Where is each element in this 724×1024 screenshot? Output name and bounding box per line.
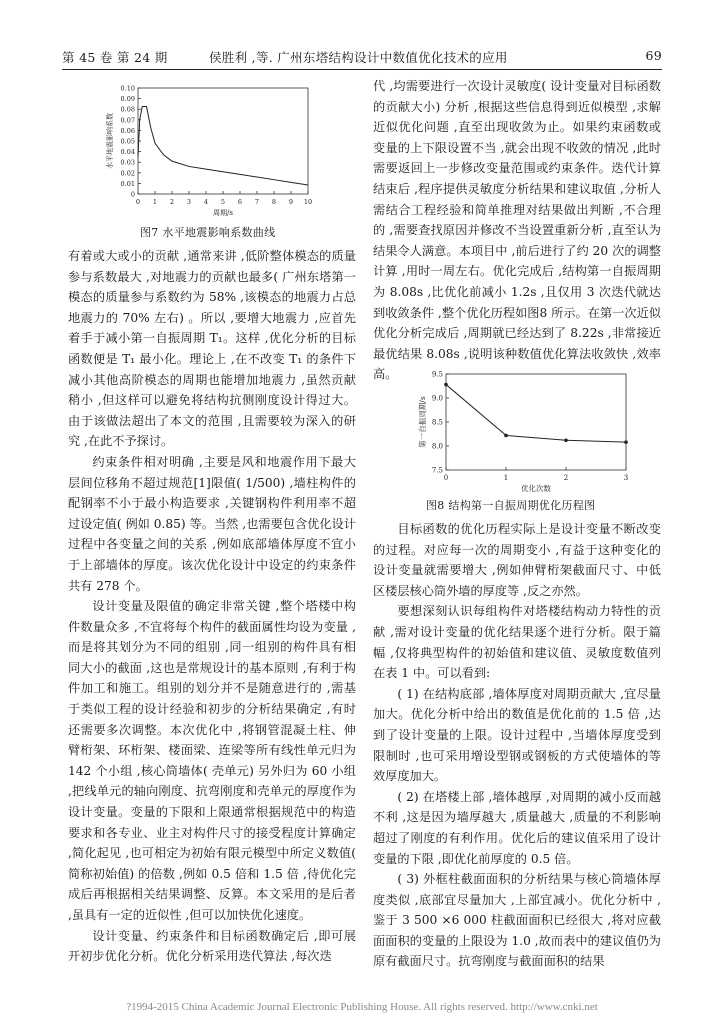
right-column-lower bbox=[373, 519, 661, 972]
x-tick-label: 8 bbox=[271, 198, 277, 206]
y-tick-label: 0.04 bbox=[120, 148, 135, 157]
paragraph: 约束条件相对明确 ,主要是风和地震作用下最大层间位移角不超过规范[1]限值( 1/500) ,墙柱构件的配钢率不小于最小构造要求 ,关键钢构件利用率不超过设定值( 例如 0.85) 等。当然 ,也需要包含优化设计过程中各变量之间的关系 ,例如底部墙体厚度不宜小于上部墙体的厚度。该次优化设计中设定的约束条件共有 278 个。 bbox=[68, 454, 356, 593]
x-axis-label: 周期/s bbox=[213, 209, 233, 217]
x-tick-label: 9 bbox=[288, 198, 294, 206]
paragraph: 要想深刻认识每组构件对塔楼结构动力特性的贡献 ,需对设计变量的优化结果逐个进行分析。限于篇幅 ,仅将典型构件的初始值和建议值、灵敏度数值列在表 1 中。可以看到: bbox=[373, 604, 661, 681]
x-tick-label: 6 bbox=[237, 198, 243, 206]
x-tick-label: 10 bbox=[303, 198, 313, 206]
plot-frame bbox=[138, 88, 308, 194]
data-point bbox=[624, 440, 628, 444]
x-tick-label: 2 bbox=[563, 474, 569, 482]
paragraph: 有着或大或小的贡献 ,通常来讲 ,低阶整体模态的质量参与系数最大 ,对地震力的贡献也最多( 广州东塔第一模态的质量参与系数约为 58% ,该模态的地震力占总地震力的 70% 左右) 。所以 ,要增大地震力 ,应首先着手于减小第一自振周期 T₁。这样 ,优化分析的目标函数便是 T₁ 最小化。理论上 ,在不改变 T₁ 的条件下减小其他高阶模态的周期也能增加地震力 ,虽然贡献稍小 ,但这样可以避免将结构抗侧刚度设计得过大。由于该做法超出了本文的范围 ,且需要较为深入的研究 ,在此不予探讨。 bbox=[68, 249, 356, 449]
y-tick-label: 0.10 bbox=[120, 84, 135, 93]
x-tick-label: 3 bbox=[186, 198, 192, 206]
paragraph: 目标函数的优化历程实际上是设计变量不断改变的过程。对应每一次的周期变小 ,有益于这种变化的设计变量就需要增大 ,例如伸臂桁架截面尺寸、中低区楼层核心筒外墙的厚度等 ,反之亦然。 bbox=[373, 522, 661, 598]
figure-8-chart bbox=[418, 368, 648, 494]
paragraph: ( 2) 在塔楼上部 ,墙体越厚 ,对周期的减小反而越不利 ,这是因为墙厚越大 ,质量越大 ,质量的不利影响超过了刚度的有利作用。优化后的建议值采用了设计变量的下限 ,即优化前厚度的 0.5 倍。 bbox=[373, 789, 661, 866]
x-tick-label: 5 bbox=[220, 198, 226, 206]
y-tick-label: 0.05 bbox=[120, 137, 135, 146]
x-axis-label: 优化次数 bbox=[521, 484, 551, 493]
y-tick-label: 8.5 bbox=[431, 418, 443, 427]
data-line bbox=[138, 107, 308, 185]
y-tick-label: 0.08 bbox=[120, 105, 135, 114]
page-header bbox=[62, 48, 662, 68]
paragraph: 代 ,均需要进行一次设计灵敏度( 设计变量对目标函数的贡献大小) 分析 ,根据这些信息得到近似模型 ,求解近似优化问题 ,直至出现收敛为止。如果约束函数或变量的上下限设置不当 ,就会出现不收敛的情况 ,此时需要返回上一步修改变量范围或约束条件。迭代计算结束后 ,程序提供灵敏度分析结果和建议取值 ,分析人需结合工程经验和简单推理对结果做出判断 ,不合理的 ,需要查找原因并修改不当设置重新分析 ,直至认为结果令人满意。本项目中 ,前后进行了约 20 次的调整计算 ,用时一周左右。优化完成后 ,结构第一自振周期为 8.08s ,比优化前减小 1.2s ,且仅用 3 次迭代就达到收敛条件 ,整个优化历程如图8 所示。在第一次近似优化分析完成后 ,周期就已经达到了 8.22s ,非常接近最优结果 8.08s ,说明该种数值优化算法收敛快 ,效率高。 bbox=[373, 79, 661, 382]
y-tick-label: 9.5 bbox=[431, 370, 443, 379]
y-tick-label: 0.03 bbox=[120, 158, 135, 167]
x-tick-label: 4 bbox=[203, 198, 209, 206]
y-tick-label: 0.06 bbox=[120, 126, 135, 135]
paragraph: ( 3) 外框柱截面面积的分析结果与核心筒墙体厚度类似 ,底部宜尽量加大 ,上部宜减小。优化分析中 ,鉴于 3 500 ×6 000 柱截面面积已经很大 ,将对应截面面积的变量的上限设为 1.0 ,故而表中的建议值仍为原有截面尺寸。抗弯刚度与截面面积的结果 bbox=[373, 872, 661, 969]
x-tick-label: 7 bbox=[254, 198, 260, 206]
y-tick-label: 8.0 bbox=[431, 442, 443, 451]
paragraph: 设计变量及限值的确定非常关键 ,整个塔楼中构件数量众多 ,不宜将每个构件的截面属性均设为变量 ,而是将其划分为不同的组别 ,同一组别的构件具有相同大小的截面 ,这也是常规设计的基本原则 ,有利于构件加工和施工。组别的划分并不是随意进行的 ,需基于类似工程的设计经验和初步的分析结果确定 ,有时还需要多次调整。本次优化中 ,将钢管混凝土柱、伸臂桁架、环桁架、楼面梁、连梁等所有线性单元归为 142 个小组 ,核心筒墙体( 壳单元) 另外归为 60 小组 ,把线单元的轴向刚度、抗弯刚度和壳单元的厚度作为设计变量。变量的下限和上限通常根据规范中的构造要求和各专业、业主对构件尺寸的接受程度计算确定 ,简化起见 ,也可相定为初始有限元模型中所定义数值( 简称初始值) 的倍数 ,例如 0.5 倍和 1.5 倍 ,待优化完成后再根据相关结果调整、反算。本文采用的是后者 ,虽具有一定的近似性 ,但可以加快优化速度。 bbox=[68, 599, 356, 922]
data-point bbox=[444, 383, 448, 387]
paragraph: 设计变量、约束条件和目标函数确定后 ,即可展开初步优化分析。优化分析采用迭代算法 ,每次迭 bbox=[68, 928, 356, 964]
plot-frame bbox=[446, 374, 626, 470]
paragraph: ( 1) 在结构底部 ,墙体厚度对周期贡献大 ,宜尽量加大。优化分析中给出的数值是优化前的 1.5 倍 ,达到了设计变量的上限。设计过程中 ,当墙体厚度受到限制时 ,也可采用增设型钢或钢板的方式使墙体的等效厚度加大。 bbox=[373, 686, 661, 784]
y-axis-label: 水平地震影响系数 bbox=[106, 113, 114, 169]
figure-8-caption: 图8 结构第一自振周期优化历程图 bbox=[426, 499, 596, 512]
y-tick-label: 0.07 bbox=[120, 116, 135, 125]
x-tick-label: 0 bbox=[443, 474, 449, 482]
left-column bbox=[68, 246, 356, 967]
y-tick-label: 0 bbox=[130, 190, 135, 199]
page-number: 69 bbox=[645, 48, 662, 63]
article-running-title: 侯胜利 ,等. 广州东塔结构设计中数值优化技术的应用 bbox=[209, 50, 508, 65]
figure-7-chart bbox=[104, 82, 324, 222]
y-tick-label: 0.09 bbox=[120, 95, 135, 104]
y-tick-label: 0.02 bbox=[120, 169, 135, 178]
figure-7-caption: 图7 水平地震影响系数曲线 bbox=[140, 226, 276, 239]
copyright-footer: ?1994-2015 China Academic Journal Electronic Publishing House. All rights reserved. http://www.cnki.net bbox=[126, 1001, 598, 1013]
x-tick-label: 2 bbox=[169, 198, 175, 206]
data-point bbox=[504, 434, 508, 438]
y-tick-label: 9.0 bbox=[431, 394, 443, 403]
data-point bbox=[564, 438, 568, 442]
data-line bbox=[446, 385, 626, 443]
x-tick-label: 0 bbox=[135, 198, 141, 206]
y-tick-label: 0.01 bbox=[120, 179, 135, 188]
x-tick-label: 1 bbox=[152, 198, 158, 206]
x-tick-label: 3 bbox=[623, 474, 629, 482]
right-column-upper bbox=[373, 76, 661, 385]
y-tick-label: 7.5 bbox=[431, 466, 443, 475]
header-rule bbox=[62, 69, 662, 70]
y-axis-label: 第一自振周期/s bbox=[418, 396, 427, 448]
journal-issue: 第 45 卷 第 24 期 bbox=[62, 50, 168, 65]
x-tick-label: 1 bbox=[503, 474, 509, 482]
